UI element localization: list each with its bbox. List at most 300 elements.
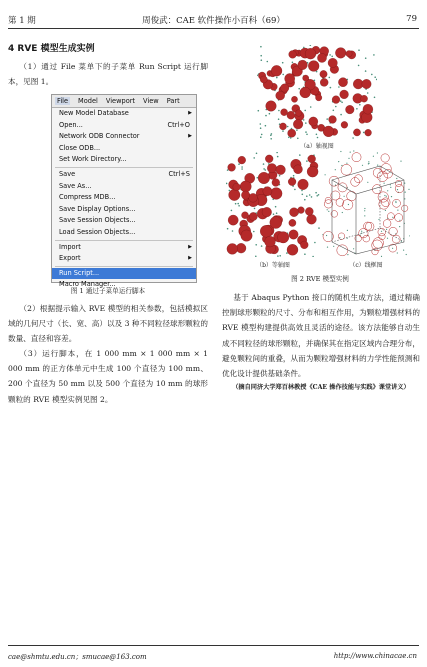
small-particle [227, 169, 229, 171]
large-particle [361, 95, 368, 102]
large-particle [305, 207, 313, 215]
large-particle [381, 154, 389, 162]
right-paragraph: 基于 Abaqus Python 接口的随机生成方法，通过精确控制球形颗粒的尺寸、分布和相互作用，为颗粒增强材料的 RVE 模型构建提供高效且灵活的途径。该方法能够自动生成不同粒径的球形颗粒，并确保其在指定区域内合理分布，避免颗粒间的重叠，从而为颗粒增强材料的力学性能预测和优化设计提供基础条件。 [222, 293, 420, 379]
small-particle [238, 163, 240, 165]
small-particle [326, 235, 327, 236]
large-particle [241, 191, 249, 199]
small-particle [341, 102, 343, 104]
small-particle [227, 228, 229, 230]
large-particle [351, 178, 360, 187]
large-particle [316, 95, 322, 101]
file-menu-screenshot [51, 94, 197, 289]
large-particle [363, 104, 373, 114]
menubar-viewport[interactable]: Viewport [105, 97, 136, 105]
large-particle [300, 241, 308, 249]
small-particle [279, 255, 281, 257]
menu-item-label: Save Display Options... [59, 204, 136, 213]
small-particle [381, 231, 382, 232]
large-particle [383, 220, 391, 228]
large-particle [373, 168, 382, 177]
large-particle [287, 244, 298, 255]
large-particle [341, 121, 348, 128]
small-particle [278, 118, 280, 120]
menu-item-export[interactable] [52, 253, 196, 265]
menu-item-label: Network ODB Connector [59, 132, 140, 141]
small-particle [376, 79, 377, 81]
section-heading: 4 RVE 模型生成实例 [8, 44, 95, 54]
small-particle [260, 127, 262, 129]
large-particle [267, 164, 276, 173]
small-particle [257, 177, 259, 179]
large-particle [320, 70, 327, 77]
large-particle [365, 129, 372, 136]
small-particle [377, 165, 378, 166]
large-particle [276, 165, 286, 175]
small-particle [348, 204, 349, 205]
menu-separator [55, 240, 193, 241]
large-particle [278, 232, 289, 243]
small-particle [367, 92, 369, 94]
small-particle [384, 183, 385, 184]
figure-2-caption: 图 2 RVE 模型实例 [291, 275, 349, 283]
header-rule [8, 28, 419, 29]
large-particle [379, 233, 385, 239]
small-particle [255, 256, 257, 258]
small-particle [333, 110, 335, 112]
small-particle [335, 185, 336, 186]
large-particle [338, 78, 347, 87]
small-particle [327, 209, 328, 210]
paragraph-1: （1）通过 File 菜单下的子菜单 Run Script 运行脚本，见图 1。 [8, 62, 208, 87]
large-particle [288, 129, 296, 137]
small-particle [374, 76, 376, 78]
small-particle [363, 132, 365, 134]
small-particle [373, 156, 374, 157]
menu-item-label: New Model Database [59, 109, 129, 117]
small-particle [270, 135, 272, 137]
small-particle [381, 256, 382, 257]
small-particle [338, 86, 340, 88]
attribution: （摘自同济大学郑百林教授《CAE 操作技能与实践》课堂讲义） [232, 384, 410, 391]
submenu-arrow-icon: ▶ [188, 255, 192, 262]
small-particle [395, 202, 396, 203]
large-particle [343, 200, 353, 210]
large-particle [262, 207, 272, 217]
small-particle [327, 247, 328, 248]
small-particle [261, 245, 263, 247]
small-particle [364, 208, 365, 209]
small-particle [241, 166, 243, 168]
footer-emails: cae@shmtu.edu.cn；smucae@163.com [8, 653, 147, 661]
menu-item-close-odb[interactable] [52, 143, 196, 155]
menu-item-label: Save [59, 169, 76, 178]
small-particle [311, 196, 313, 198]
large-particle [303, 75, 309, 81]
large-particle [271, 65, 282, 76]
small-particle [263, 168, 265, 170]
footer-rule [8, 645, 419, 646]
menu-item-open[interactable] [52, 120, 196, 132]
large-particle [240, 181, 251, 192]
small-particle [347, 254, 348, 255]
large-particle [266, 101, 277, 112]
large-particle [281, 109, 288, 116]
small-particle [368, 163, 369, 164]
small-particle [391, 196, 392, 197]
small-particle [329, 77, 331, 79]
large-particle [298, 179, 309, 190]
small-particle [348, 158, 349, 159]
small-particle [302, 194, 304, 196]
small-particle [358, 65, 360, 67]
small-particle [392, 248, 393, 249]
large-particle [260, 76, 267, 83]
small-particle [315, 192, 317, 194]
small-particle [344, 196, 345, 197]
small-particle [305, 131, 307, 133]
small-particle [238, 205, 240, 207]
large-particle [308, 155, 316, 163]
small-particle [397, 189, 398, 190]
large-particle [395, 214, 403, 222]
small-particle [365, 57, 367, 59]
small-particle [364, 215, 365, 216]
menubar-view[interactable]: View [143, 97, 159, 105]
large-particle [300, 87, 311, 98]
large-particle [227, 244, 238, 255]
small-particle [318, 227, 320, 229]
menu-item-label: Close ODB... [59, 143, 101, 152]
small-particle [340, 151, 341, 152]
large-particle [372, 185, 381, 194]
menu-item-shortcut: Ctrl+S [168, 169, 190, 178]
menu-item-run-script[interactable] [52, 268, 196, 280]
menu-item-save-display-options[interactable] [52, 204, 196, 216]
menu-item-label: Load Session Objects... [59, 227, 136, 236]
small-particle [361, 231, 362, 232]
rve-isometric-figure [226, 152, 320, 257]
menu-item-label: Import [59, 242, 81, 251]
large-particle [293, 119, 303, 129]
small-particle [362, 165, 363, 166]
large-particle [335, 48, 346, 59]
menu-item-shortcut: Ctrl+O [167, 120, 190, 129]
small-particle [309, 194, 311, 196]
menu-separator [55, 266, 193, 267]
small-particle [392, 217, 393, 218]
large-particle [320, 78, 328, 86]
menu-item-compress-mdb[interactable] [52, 192, 196, 204]
small-particle [306, 160, 308, 162]
small-particle [294, 189, 296, 191]
small-particle [260, 55, 262, 57]
small-particle [265, 169, 267, 171]
small-particle [352, 137, 354, 139]
small-particle [340, 114, 342, 116]
small-particle [386, 196, 387, 197]
large-particle [285, 74, 295, 84]
large-particle [265, 236, 276, 247]
large-particle [389, 227, 397, 235]
small-particle [306, 195, 308, 197]
large-particle [346, 105, 355, 114]
large-particle [229, 189, 240, 200]
large-particle [317, 53, 326, 62]
small-particle [260, 46, 262, 48]
small-particle [384, 195, 385, 196]
small-particle [275, 206, 277, 208]
small-particle [279, 175, 281, 177]
small-particle [397, 252, 398, 253]
small-particle [403, 250, 404, 251]
small-particle [271, 133, 273, 135]
large-particle [362, 79, 371, 88]
small-particle [304, 110, 306, 112]
menubar-part[interactable]: Part [166, 97, 180, 105]
large-particle [228, 164, 236, 172]
menubar-model[interactable]: Model [78, 97, 98, 105]
small-particle [316, 195, 318, 197]
large-particle [241, 230, 252, 241]
small-particle [396, 178, 397, 179]
large-particle [258, 172, 270, 184]
large-particle [295, 110, 302, 117]
small-particle [367, 182, 368, 183]
menu-item-label: Run Script... [59, 268, 100, 277]
large-particle [379, 199, 389, 209]
small-particle [335, 169, 336, 170]
small-particle [395, 201, 396, 202]
large-particle [270, 188, 282, 200]
small-particle [390, 187, 391, 188]
small-particle [231, 210, 233, 212]
menu-item-label: Export [59, 254, 81, 263]
figure-2b-caption: （b）等轴图 [256, 262, 290, 269]
small-particle [331, 56, 333, 58]
small-particle [377, 152, 378, 153]
small-particle [241, 168, 243, 170]
large-particle [378, 228, 386, 236]
small-particle [342, 212, 343, 213]
small-particle [346, 163, 347, 164]
large-particle [402, 205, 408, 211]
small-particle [316, 134, 318, 136]
large-particle [294, 165, 303, 174]
large-particle [340, 90, 349, 99]
small-particle [270, 138, 272, 140]
running-title: 周俊武：CAE 软件操作小百科（69） [142, 16, 285, 26]
small-particle [298, 88, 300, 90]
small-particle [314, 242, 316, 244]
small-particle [373, 54, 375, 56]
small-particle [326, 118, 328, 120]
small-particle [317, 137, 319, 139]
small-particle [293, 175, 295, 177]
small-particle [287, 126, 289, 128]
menu-item-save-session-objects[interactable] [52, 215, 196, 227]
small-particle [265, 125, 267, 127]
large-particle [272, 179, 280, 187]
large-particle [280, 123, 287, 130]
small-particle [282, 74, 284, 76]
large-particle [329, 116, 337, 124]
submenu-arrow-icon: ▶ [188, 110, 192, 116]
small-particle [397, 210, 398, 211]
small-particle [306, 134, 308, 136]
large-particle [308, 61, 319, 72]
small-particle [253, 231, 255, 233]
large-particle [276, 91, 285, 100]
menu-item-set-work-directory[interactable] [52, 154, 196, 166]
rve-axis-view-figure [257, 45, 377, 140]
small-particle [356, 108, 358, 110]
small-particle [404, 198, 405, 199]
large-particle [288, 178, 296, 186]
small-particle [303, 119, 305, 121]
small-particle [359, 104, 361, 106]
large-particle [238, 156, 246, 164]
small-particle [347, 230, 348, 231]
page-number: 79 [406, 14, 417, 24]
large-particle [323, 126, 334, 137]
small-particle [399, 220, 400, 221]
large-particle [291, 96, 297, 102]
large-particle [289, 219, 296, 226]
large-particle [336, 199, 344, 207]
paragraph-3: （3）运行脚本，在 1 000 mm × 1 000 mm × 1 000 mm 的正方体单元中生成 100 个直径为 100 mm、200 个直径为 50 mm 以及 500 个直径为 10 mm 的球形颗粒的 RVE 模型实例见图 2。 [8, 349, 208, 404]
small-particle [316, 71, 318, 73]
large-particle [260, 225, 272, 237]
small-particle [400, 161, 401, 162]
small-particle [385, 210, 386, 211]
menu-item-label: Save Session Objects... [59, 216, 136, 225]
small-particle [260, 136, 262, 138]
large-particle [307, 214, 317, 224]
large-particle [352, 153, 361, 162]
large-particle [353, 129, 360, 136]
small-particle [261, 59, 263, 61]
figure-2c-caption: （c）线框图 [349, 262, 383, 269]
small-particle [258, 110, 260, 112]
small-particle [305, 122, 307, 124]
small-particle [364, 210, 365, 211]
large-particle [307, 166, 318, 177]
menu-item-new-model-database[interactable] [52, 108, 196, 120]
large-particle [290, 208, 299, 217]
small-particle [399, 226, 400, 227]
small-particle [296, 129, 298, 131]
paragraph-2: （2）根据提示输入 RVE 模型的相关参数，包括模拟区域的几何尺寸（长、宽、高）以及 3 种不同粒径球形颗粒的数量、直径和容差。 [8, 304, 208, 344]
large-particle [228, 215, 238, 225]
small-particle [297, 138, 299, 140]
large-particle [249, 212, 257, 220]
large-particle [281, 84, 289, 92]
small-particle [232, 230, 234, 232]
large-particle [289, 230, 298, 239]
small-particle [255, 244, 257, 246]
menu-item-save[interactable] [52, 169, 196, 181]
menubar-file[interactable]: File [57, 97, 69, 105]
small-particle [278, 110, 280, 112]
large-particle [289, 51, 297, 59]
menu-item-label: Save As... [59, 181, 92, 190]
large-particle [287, 111, 295, 119]
small-particle [409, 235, 410, 236]
small-particle [353, 248, 354, 249]
menu-item-label: Open... [59, 120, 83, 129]
small-particle [265, 115, 267, 117]
large-particle [378, 192, 388, 202]
menu-item-import[interactable] [52, 242, 196, 254]
small-particle [229, 190, 231, 192]
small-particle [333, 246, 334, 247]
menu-separator [55, 167, 193, 168]
menu-item-network-odb-connector[interactable] [52, 131, 196, 143]
small-particle [318, 194, 320, 196]
small-particle [405, 192, 406, 193]
small-particle [282, 130, 284, 132]
small-particle [237, 203, 239, 205]
small-particle [282, 62, 284, 64]
footer-url[interactable]: http://www.chinacae.cn [333, 652, 417, 660]
small-particle [330, 87, 332, 89]
small-particle [340, 100, 342, 102]
submenu-arrow-icon: ▶ [188, 133, 192, 140]
small-particle [310, 45, 312, 46]
large-particle [341, 164, 352, 175]
small-particle [286, 252, 288, 254]
small-particle [325, 174, 326, 175]
large-particle [242, 212, 249, 219]
small-particle [368, 161, 369, 162]
large-particle [305, 48, 316, 59]
small-particle [253, 157, 255, 159]
large-particle [332, 96, 340, 104]
menu-item-label: Set Work Directory... [59, 155, 127, 164]
small-particle [378, 219, 379, 220]
small-particle [257, 75, 258, 77]
small-particle [276, 152, 278, 153]
large-particle [265, 155, 273, 163]
small-particle [267, 61, 269, 63]
large-particle [298, 60, 308, 70]
small-particle [235, 203, 237, 205]
menu-item-save-as[interactable] [52, 181, 196, 193]
menu-item-label: Macro Manager... [59, 280, 116, 289]
small-particle [350, 152, 351, 153]
small-particle [276, 77, 278, 79]
small-particle [273, 213, 275, 215]
small-particle [338, 161, 339, 162]
rve-wireframe-figure [322, 150, 410, 258]
small-particle [299, 154, 301, 156]
small-particle [292, 62, 294, 64]
small-particle [260, 123, 262, 125]
small-particle [263, 163, 265, 165]
large-particle [309, 117, 318, 126]
menu-item-load-session-objects[interactable] [52, 227, 196, 239]
small-particle [387, 190, 388, 191]
small-particle [358, 49, 360, 51]
small-particle [304, 199, 306, 201]
large-particle [346, 51, 352, 57]
small-particle [301, 190, 303, 192]
small-particle [329, 54, 331, 56]
large-particle [263, 187, 272, 196]
small-particle [374, 97, 376, 99]
small-particle [353, 150, 354, 151]
small-particle [335, 106, 337, 108]
